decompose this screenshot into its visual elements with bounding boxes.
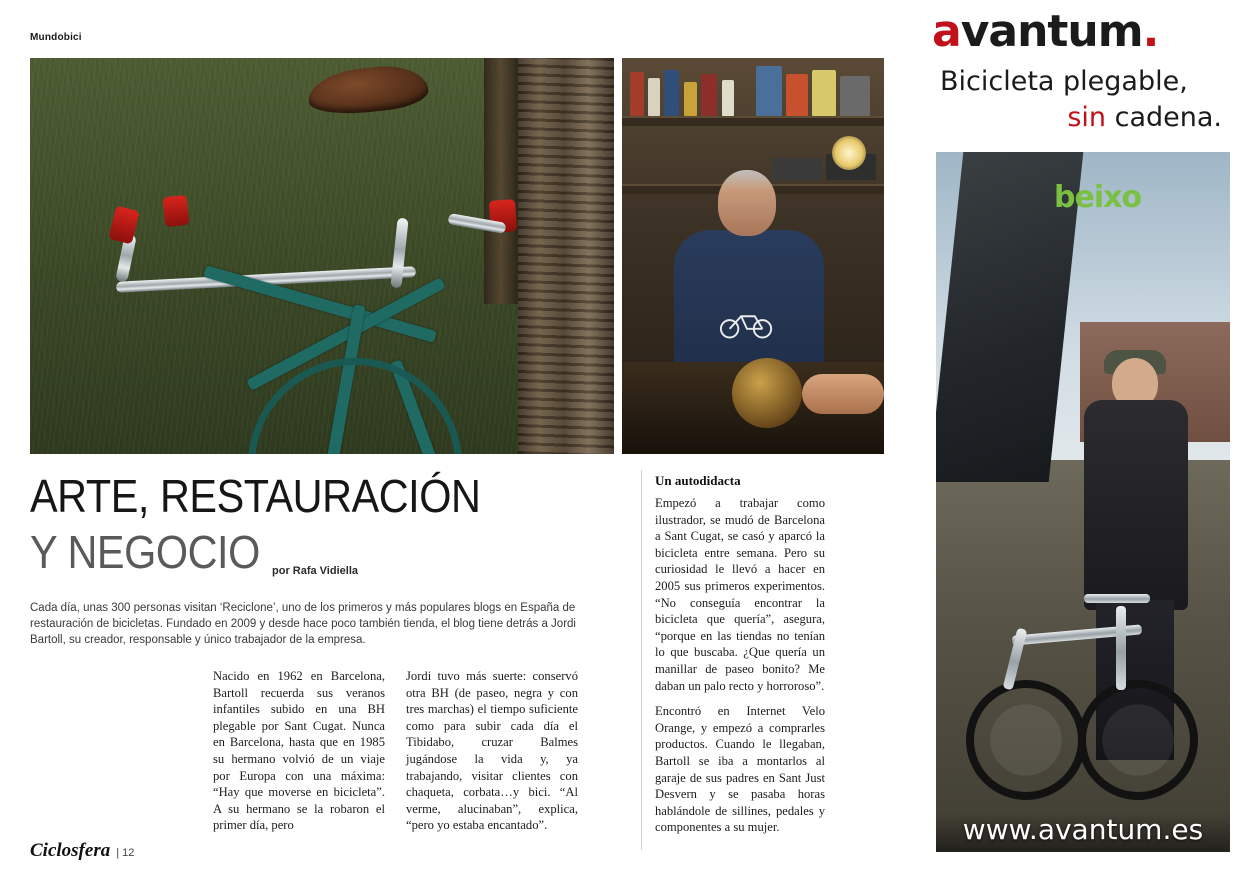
rear-wheel — [1078, 680, 1198, 800]
subheading: Un autodidacta — [655, 473, 741, 488]
body-column-1 — [213, 668, 385, 843]
seat-post — [1116, 606, 1126, 690]
ad-tagline-highlight: sin — [1067, 102, 1107, 133]
bicycle-frame — [108, 178, 538, 454]
shelf-upper — [622, 116, 884, 126]
advertisement-page — [908, 0, 1244, 878]
body-column-2 — [406, 668, 578, 843]
bottles-upper-shelf — [628, 68, 748, 116]
page-number: | 12 — [116, 847, 135, 859]
stem-chrome — [390, 218, 408, 289]
work-lamp — [832, 136, 866, 170]
boxes-upper-shelf — [756, 62, 880, 116]
magazine-logo: Ciclosfera — [30, 840, 111, 861]
person-head — [718, 170, 776, 236]
ad-tagline-rest: cadena. — [1106, 102, 1222, 133]
front-wheel — [966, 680, 1086, 800]
main-photo-restored-bicycle — [30, 58, 614, 454]
section-kicker: Mundobici — [30, 32, 82, 43]
hands — [802, 374, 884, 414]
ad-website-url: www.avantum.es — [936, 813, 1230, 852]
grip-red-left-2 — [162, 195, 189, 227]
handlebar — [1084, 594, 1150, 603]
workshop-photo — [622, 58, 884, 454]
page-title-line-2: Y NEGOCIO — [30, 526, 260, 578]
ad-tagline-line-2 — [1067, 102, 1222, 133]
page-title-line-1: ARTE, RESTAURACIÓN — [30, 470, 481, 522]
ad-tagline-line-1: Bicicleta plegable, — [940, 66, 1188, 97]
byline: por Rafa Vidiella — [272, 565, 358, 577]
tshirt-bicycle-icon — [718, 306, 776, 340]
paragraph: Nacido en 1962 en Barcelona, Bartoll recuerda sus veranos infantiles subido en una BH plegable por Sant Cugat. Nunca en Barcelona, hasta que en 1985 su hermano volvió de un viaje por Europa con una máxima: “Hay que moverse en bicicleta”. A su hermano se la robaron el primer día, pero — [213, 669, 385, 833]
ad-brand-wordmark — [932, 6, 1158, 57]
ad-brand-initial: a — [932, 6, 961, 57]
column-divider — [641, 470, 642, 850]
folding-bicycle — [966, 572, 1186, 802]
wheel-hub-being-worked — [732, 358, 802, 428]
paragraph: Empezó a trabajar como ilustrador, se mudó de Barcelona a Sant Cugat, se casó y aparcó la bicicleta entre semana. Pero su curiosidad le llevó a hacer en 2005 sus primeros experimentos. “No conseguía encontrar la bicicleta que quería”, asegura, “porque en las tiendas no tenían lo que buscaba. ¿Que quería un manillar de paseo bonito? Me daban un palo recto y horroroso”. — [655, 496, 825, 693]
paragraph: Encontró en Internet Velo Orange, y empezó a comprarles productos. Cuando le llegaban, Bartoll se iba a montarlos al garaje de sus padres en Sant Just Desvern y se pasaba horas hablándole de sillines, pedales y componentes a su mujer. — [655, 704, 825, 835]
ad-photo-folding-bike — [936, 152, 1230, 852]
ad-brand-rest: vantum — [960, 6, 1143, 57]
paragraph: Jordi tuvo más suerte: conservó otra BH (de paseo, negra y con tres marchas) el tiempo suficiente como para subir cada día el Tibidabo, cruzar Balmes jugándose la vida y, ya trabajando, visitar clientes con chaqueta, corbata…y bici. “Al verme, alucinaban”, explica, “pero yo estaba encantado”. — [406, 669, 578, 833]
beixo-logo: beixo — [1054, 180, 1142, 215]
body-column-3 — [655, 495, 825, 845]
standfirst-paragraph: Cada día, unas 300 personas visitan ‘Reciclone’, uno de los primeros y más populares blogs en España de restauración de bicicletas. Fundado en 2009 y desde hace poco también tienda, el blog tiene detrás a Jordi Bartoll, su creador, responsable y único trabajador de la empresa. — [30, 602, 576, 646]
page-footer — [30, 840, 134, 862]
ad-brand-dot: . — [1142, 6, 1159, 57]
